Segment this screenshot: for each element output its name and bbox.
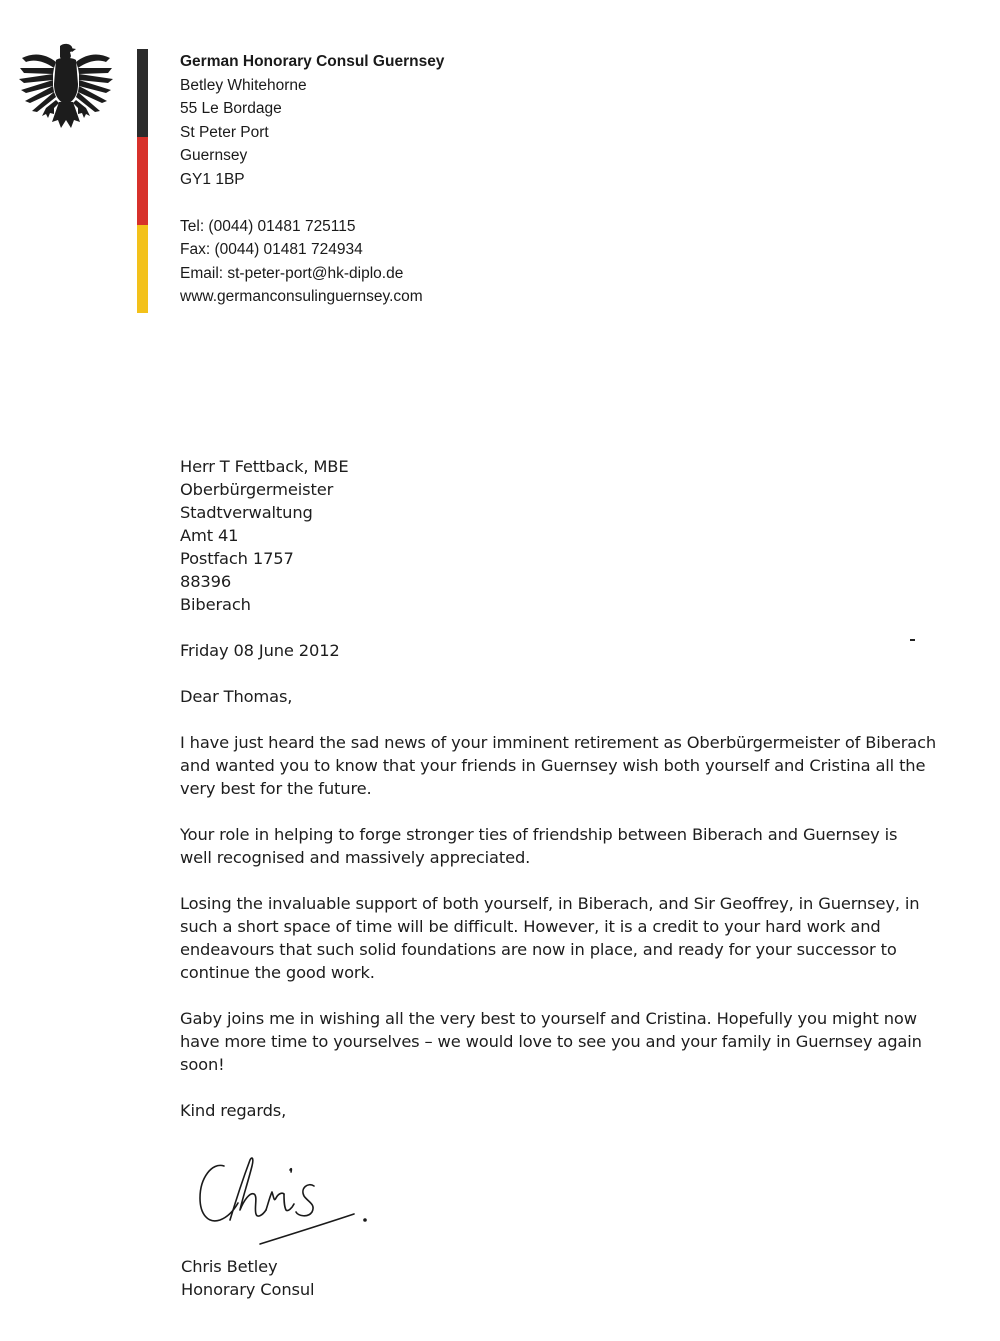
signatory-name: Chris Betley bbox=[181, 1257, 278, 1276]
recipient-line: 88396 bbox=[180, 572, 232, 591]
recipient-line: Biberach bbox=[180, 595, 251, 614]
sender-phone: Tel: (0044) 01481 725115 bbox=[180, 217, 356, 235]
paragraph-line: have more time to yourselves – we would love to see you and your family in Guernsey again bbox=[180, 1032, 922, 1051]
paragraph-line: well recognised and massively appreciated. bbox=[180, 848, 531, 867]
signatory-title: Honorary Consul bbox=[181, 1280, 315, 1299]
paragraph-line: endeavours that such solid foundations are now in place, and ready for your successor to bbox=[180, 940, 897, 959]
recipient-line: Stadtverwaltung bbox=[180, 503, 313, 522]
recipient-line: Amt 41 bbox=[180, 526, 239, 545]
sender-name: German Honorary Consul Guernsey bbox=[180, 53, 445, 70]
scan-speck bbox=[910, 639, 915, 641]
letter-body bbox=[180, 455, 980, 1122]
recipient-address bbox=[180, 455, 980, 616]
recipient-line: Postfach 1757 bbox=[180, 549, 294, 568]
paragraph-line: I have just heard the sad news of your imminent retirement as Oberbürgermeister of Biberach bbox=[180, 733, 937, 752]
paragraph-line: soon! bbox=[180, 1055, 225, 1074]
paragraph-line: very best for the future. bbox=[180, 779, 372, 798]
sender-address-line: GY1 1BP bbox=[180, 170, 245, 188]
salutation: Dear Thomas, bbox=[180, 687, 293, 706]
german-federal-eagle-icon bbox=[16, 40, 116, 140]
flag-gold-stripe bbox=[137, 225, 148, 313]
paragraph-line: such a short space of time will be difficult. However, it is a credit to your hard work and bbox=[180, 917, 881, 936]
paragraph-line: Losing the invaluable support of both yourself, in Biberach, and Sir Geoffrey, in Guernsey, in bbox=[180, 894, 920, 913]
sender-address-line: St Peter Port bbox=[180, 123, 269, 141]
recipient-line: Oberbürgermeister bbox=[180, 480, 334, 499]
sender-fax: Fax: (0044) 01481 724934 bbox=[180, 241, 363, 258]
paragraph bbox=[180, 1007, 980, 1076]
closing: Kind regards, bbox=[180, 1101, 287, 1120]
sender-address-line: Betley Whitehorne bbox=[180, 76, 307, 94]
paragraph-line: Your role in helping to forge stronger ties of friendship between Biberach and Guernsey is bbox=[180, 825, 898, 844]
sender-address-line: Guernsey bbox=[180, 147, 248, 164]
handwritten-signature bbox=[192, 1148, 382, 1253]
flag-black-stripe bbox=[137, 49, 148, 137]
flag-red-stripe bbox=[137, 137, 148, 225]
recipient-line: Herr T Fettback, MBE bbox=[180, 457, 349, 476]
paragraph-line: and wanted you to know that your friends in Guernsey wish both yourself and Cristina all the bbox=[180, 756, 926, 775]
signatory-block bbox=[181, 1255, 314, 1301]
paragraph-line: Gaby joins me in wishing all the very best to yourself and Cristina. Hopefully you might now bbox=[180, 1009, 917, 1028]
paragraph bbox=[180, 892, 980, 984]
flag-color-bar bbox=[137, 49, 148, 313]
sender-email: Email: st-peter-port@hk-diplo.de bbox=[180, 264, 404, 282]
paragraph bbox=[180, 823, 980, 869]
paragraph-line: continue the good work. bbox=[180, 963, 375, 982]
paragraph bbox=[180, 731, 980, 800]
letter-date: Friday 08 June 2012 bbox=[180, 641, 340, 660]
letterhead bbox=[180, 50, 444, 309]
sender-website: www.germanconsulinguernsey.com bbox=[180, 288, 423, 305]
sender-address-line: 55 Le Bordage bbox=[180, 100, 282, 117]
